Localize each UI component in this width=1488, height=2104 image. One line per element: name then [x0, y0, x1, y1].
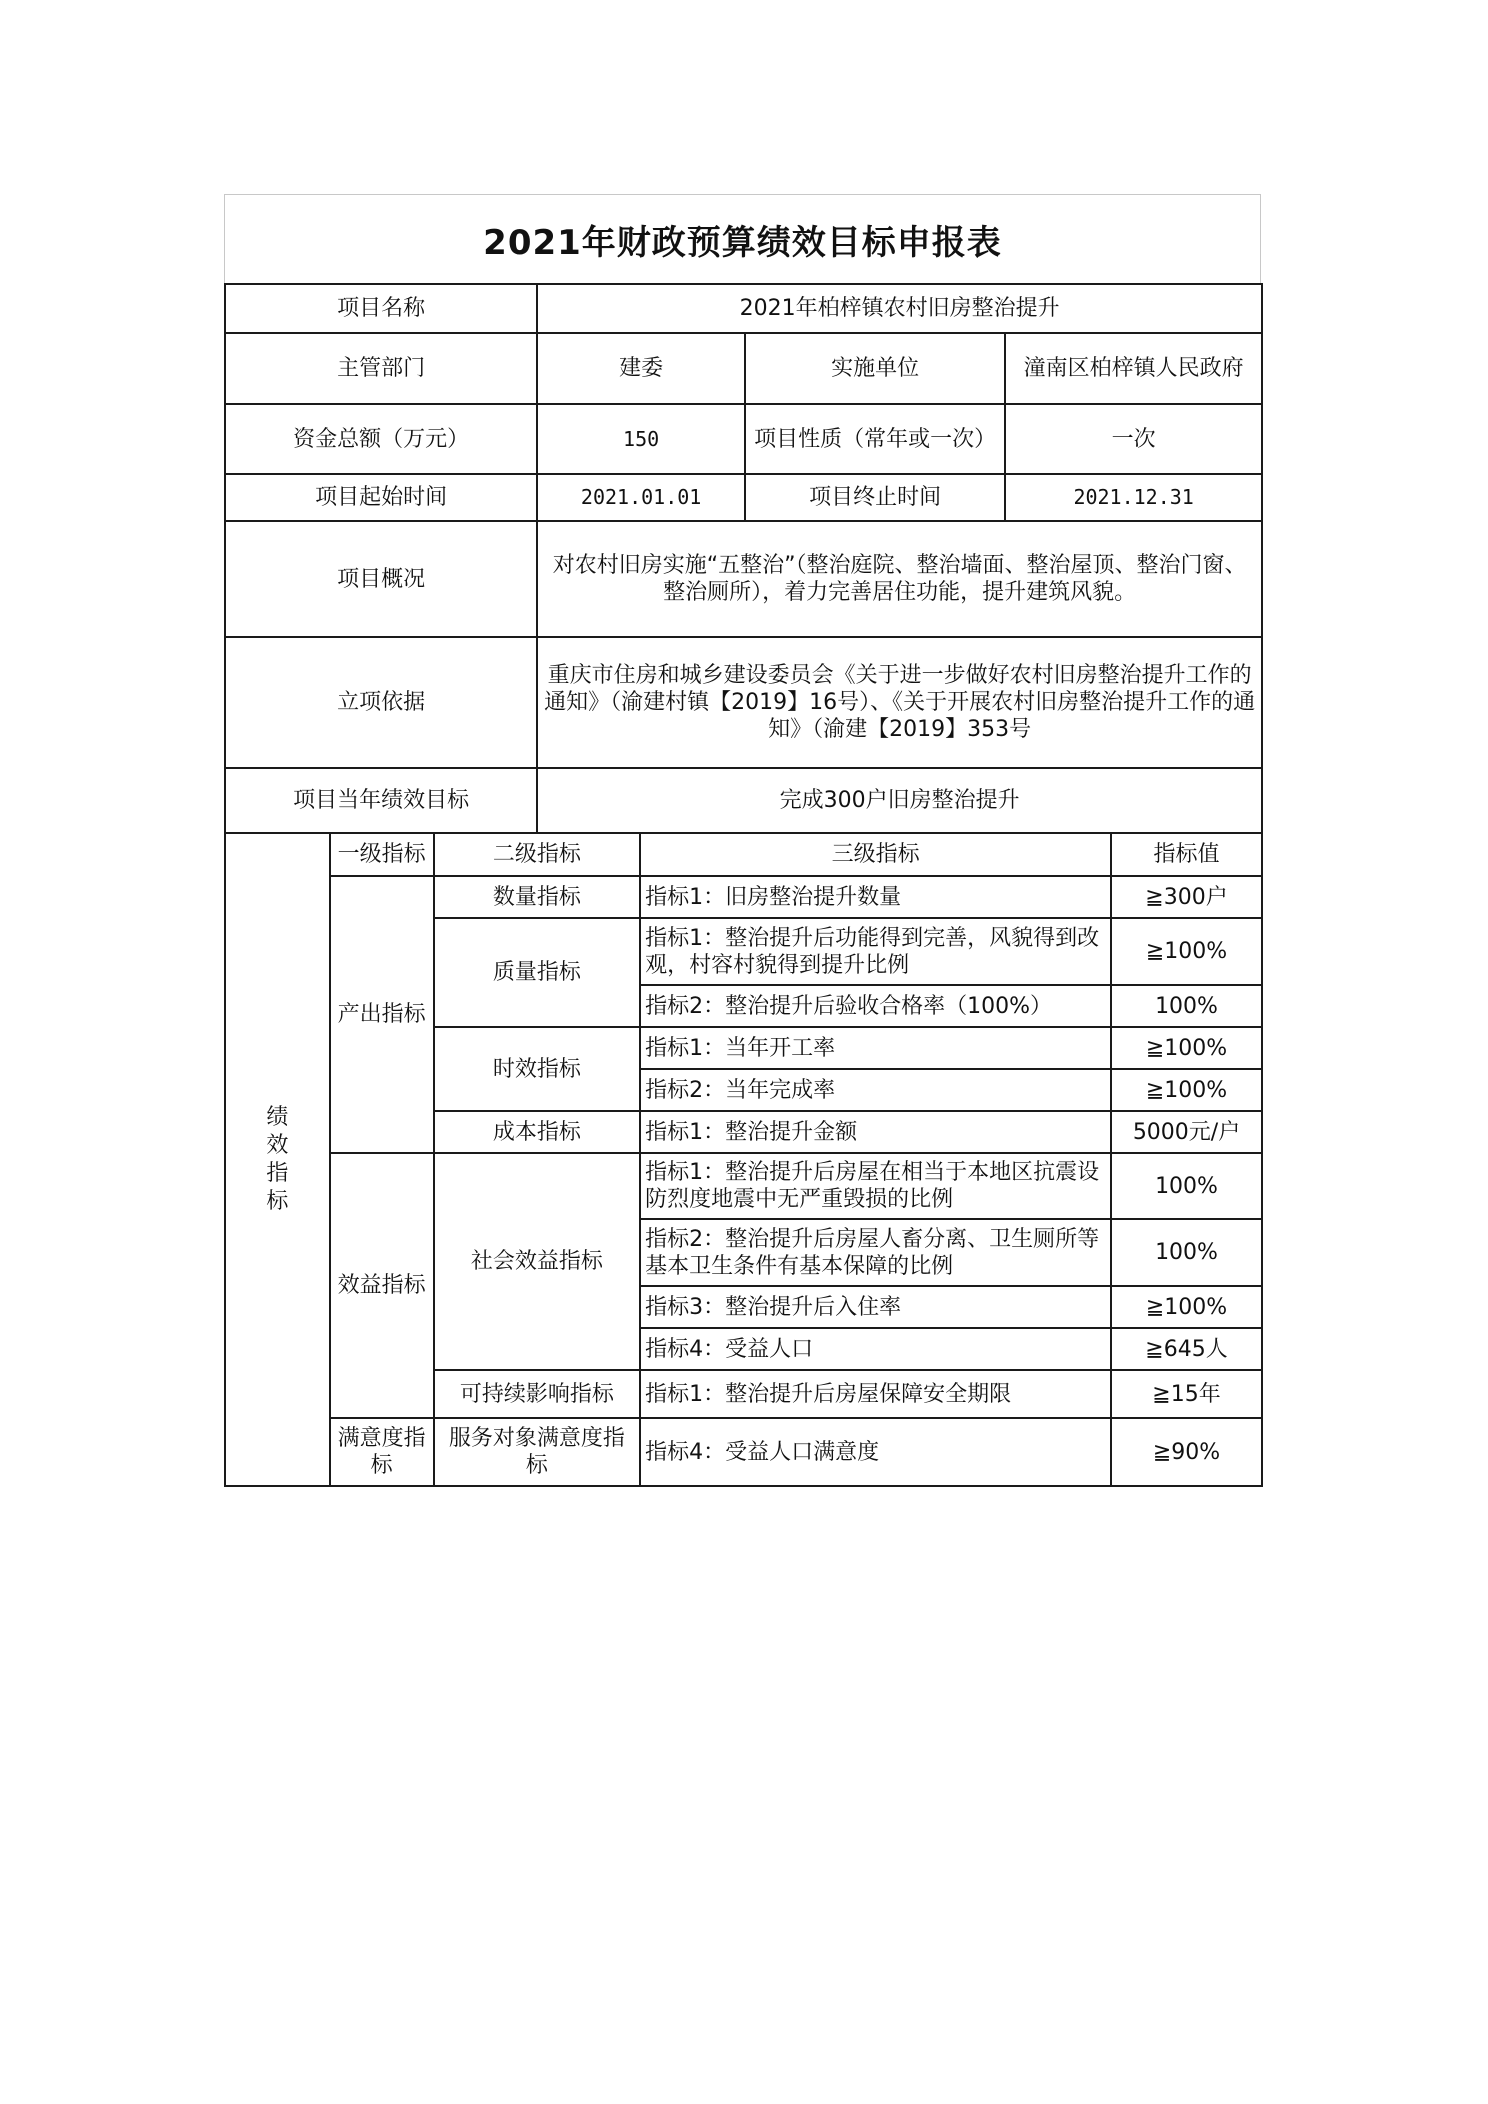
goal-value: 完成300户旧房整治提升	[537, 768, 1262, 833]
start-time-value: 2021.01.01	[537, 474, 745, 521]
value-cell: ≧100%	[1111, 1027, 1262, 1069]
l3-cell: 指标4：受益人口	[640, 1328, 1111, 1370]
value-cell: ≧90%	[1111, 1418, 1262, 1486]
value-cell: ≧100%	[1111, 1069, 1262, 1111]
l3-cell: 指标2：整治提升后验收合格率（100%）	[640, 985, 1111, 1027]
overview-label: 项目概况	[225, 521, 537, 637]
value-cell: ≧100%	[1111, 918, 1262, 985]
l3-cell: 指标1：整治提升金额	[640, 1111, 1111, 1153]
l1-satisfaction: 满意度指标	[330, 1418, 434, 1486]
l2-sustain: 可持续影响指标	[434, 1370, 641, 1418]
title-box	[224, 194, 1261, 283]
row-dept	[225, 333, 1262, 404]
perf-label-text: 绩效指标	[266, 1104, 289, 1214]
l2-social: 社会效益指标	[434, 1153, 641, 1370]
l3-cell: 指标1：整治提升后房屋保障安全期限	[640, 1370, 1111, 1418]
l1-benefit: 效益指标	[330, 1153, 434, 1418]
l1-output: 产出指标	[330, 876, 434, 1153]
row-overview	[225, 521, 1262, 637]
value-cell: ≧15年	[1111, 1370, 1262, 1418]
project-name-label: 项目名称	[225, 284, 537, 333]
table-row	[225, 876, 1262, 918]
perf-label	[225, 833, 330, 1486]
l2-quality: 质量指标	[434, 918, 641, 1027]
header-val: 指标值	[1111, 833, 1262, 876]
l3-cell: 指标1：当年开工率	[640, 1027, 1111, 1069]
nature-label: 项目性质（常年或一次）	[745, 404, 1005, 474]
header-l3: 三级指标	[640, 833, 1111, 876]
value-cell: 5000元/户	[1111, 1111, 1262, 1153]
header-l1: 一级指标	[330, 833, 434, 876]
l3-cell: 指标2：整治提升后房屋人畜分离、卫生厕所等基本卫生条件有基本保障的比例	[640, 1219, 1111, 1286]
dept-value: 建委	[537, 333, 745, 404]
table-row	[225, 1418, 1262, 1486]
report-table	[224, 283, 1263, 1487]
l3-cell: 指标1：旧房整治提升数量	[640, 876, 1111, 918]
project-name-value: 2021年柏梓镇农村旧房整治提升	[537, 284, 1262, 333]
page-title: 2021年财政预算绩效目标申报表	[483, 222, 1002, 263]
end-time-label: 项目终止时间	[745, 474, 1005, 521]
header-l2: 二级指标	[434, 833, 641, 876]
l2-service: 服务对象满意度指标	[434, 1418, 641, 1486]
basis-value: 重庆市住房和城乡建设委员会《关于进一步做好农村旧房整治提升工作的通知》（渝建村镇【2019】16号）、《关于开展农村旧房整治提升工作的通知》（渝建【2019】353号	[537, 637, 1262, 768]
dept-label: 主管部门	[225, 333, 537, 404]
end-time-value: 2021.12.31	[1005, 474, 1262, 521]
funds-label: 资金总额（万元）	[225, 404, 537, 474]
impl-unit-label: 实施单位	[745, 333, 1005, 404]
l3-cell: 指标1：整治提升后房屋在相当于本地区抗震设防烈度地震中无严重毁损的比例	[640, 1153, 1111, 1219]
l3-cell: 指标1：整治提升后功能得到完善，风貌得到改观，村容村貌得到提升比例	[640, 918, 1111, 985]
row-perf-header	[225, 833, 1262, 876]
impl-unit-value: 潼南区柏梓镇人民政府	[1005, 333, 1262, 404]
l2-timeliness: 时效指标	[434, 1027, 641, 1111]
row-funds	[225, 404, 1262, 474]
row-time	[225, 474, 1262, 521]
row-basis	[225, 637, 1262, 768]
l3-cell: 指标3：整治提升后入住率	[640, 1286, 1111, 1328]
row-goal	[225, 768, 1262, 833]
goal-label: 项目当年绩效目标	[225, 768, 537, 833]
funds-value: 150	[537, 404, 745, 474]
l2-quantity: 数量指标	[434, 876, 641, 918]
basis-label: 立项依据	[225, 637, 537, 768]
start-time-label: 项目起始时间	[225, 474, 537, 521]
value-cell: 100%	[1111, 985, 1262, 1027]
value-cell: ≧100%	[1111, 1286, 1262, 1328]
value-cell: 100%	[1111, 1153, 1262, 1219]
l2-cost: 成本指标	[434, 1111, 641, 1153]
l3-cell: 指标4：受益人口满意度	[640, 1418, 1111, 1486]
value-cell: 100%	[1111, 1219, 1262, 1286]
overview-value: 对农村旧房实施“五整治”（整治庭院、整治墙面、整治屋顶、整治门窗、整治厕所），着力完善居住功能，提升建筑风貌。	[537, 521, 1262, 637]
nature-value: 一次	[1005, 404, 1262, 474]
value-cell: ≧645人	[1111, 1328, 1262, 1370]
value-cell: ≧300户	[1111, 876, 1262, 918]
row-project-name	[225, 284, 1262, 333]
l3-cell: 指标2：当年完成率	[640, 1069, 1111, 1111]
table-row	[225, 1153, 1262, 1219]
